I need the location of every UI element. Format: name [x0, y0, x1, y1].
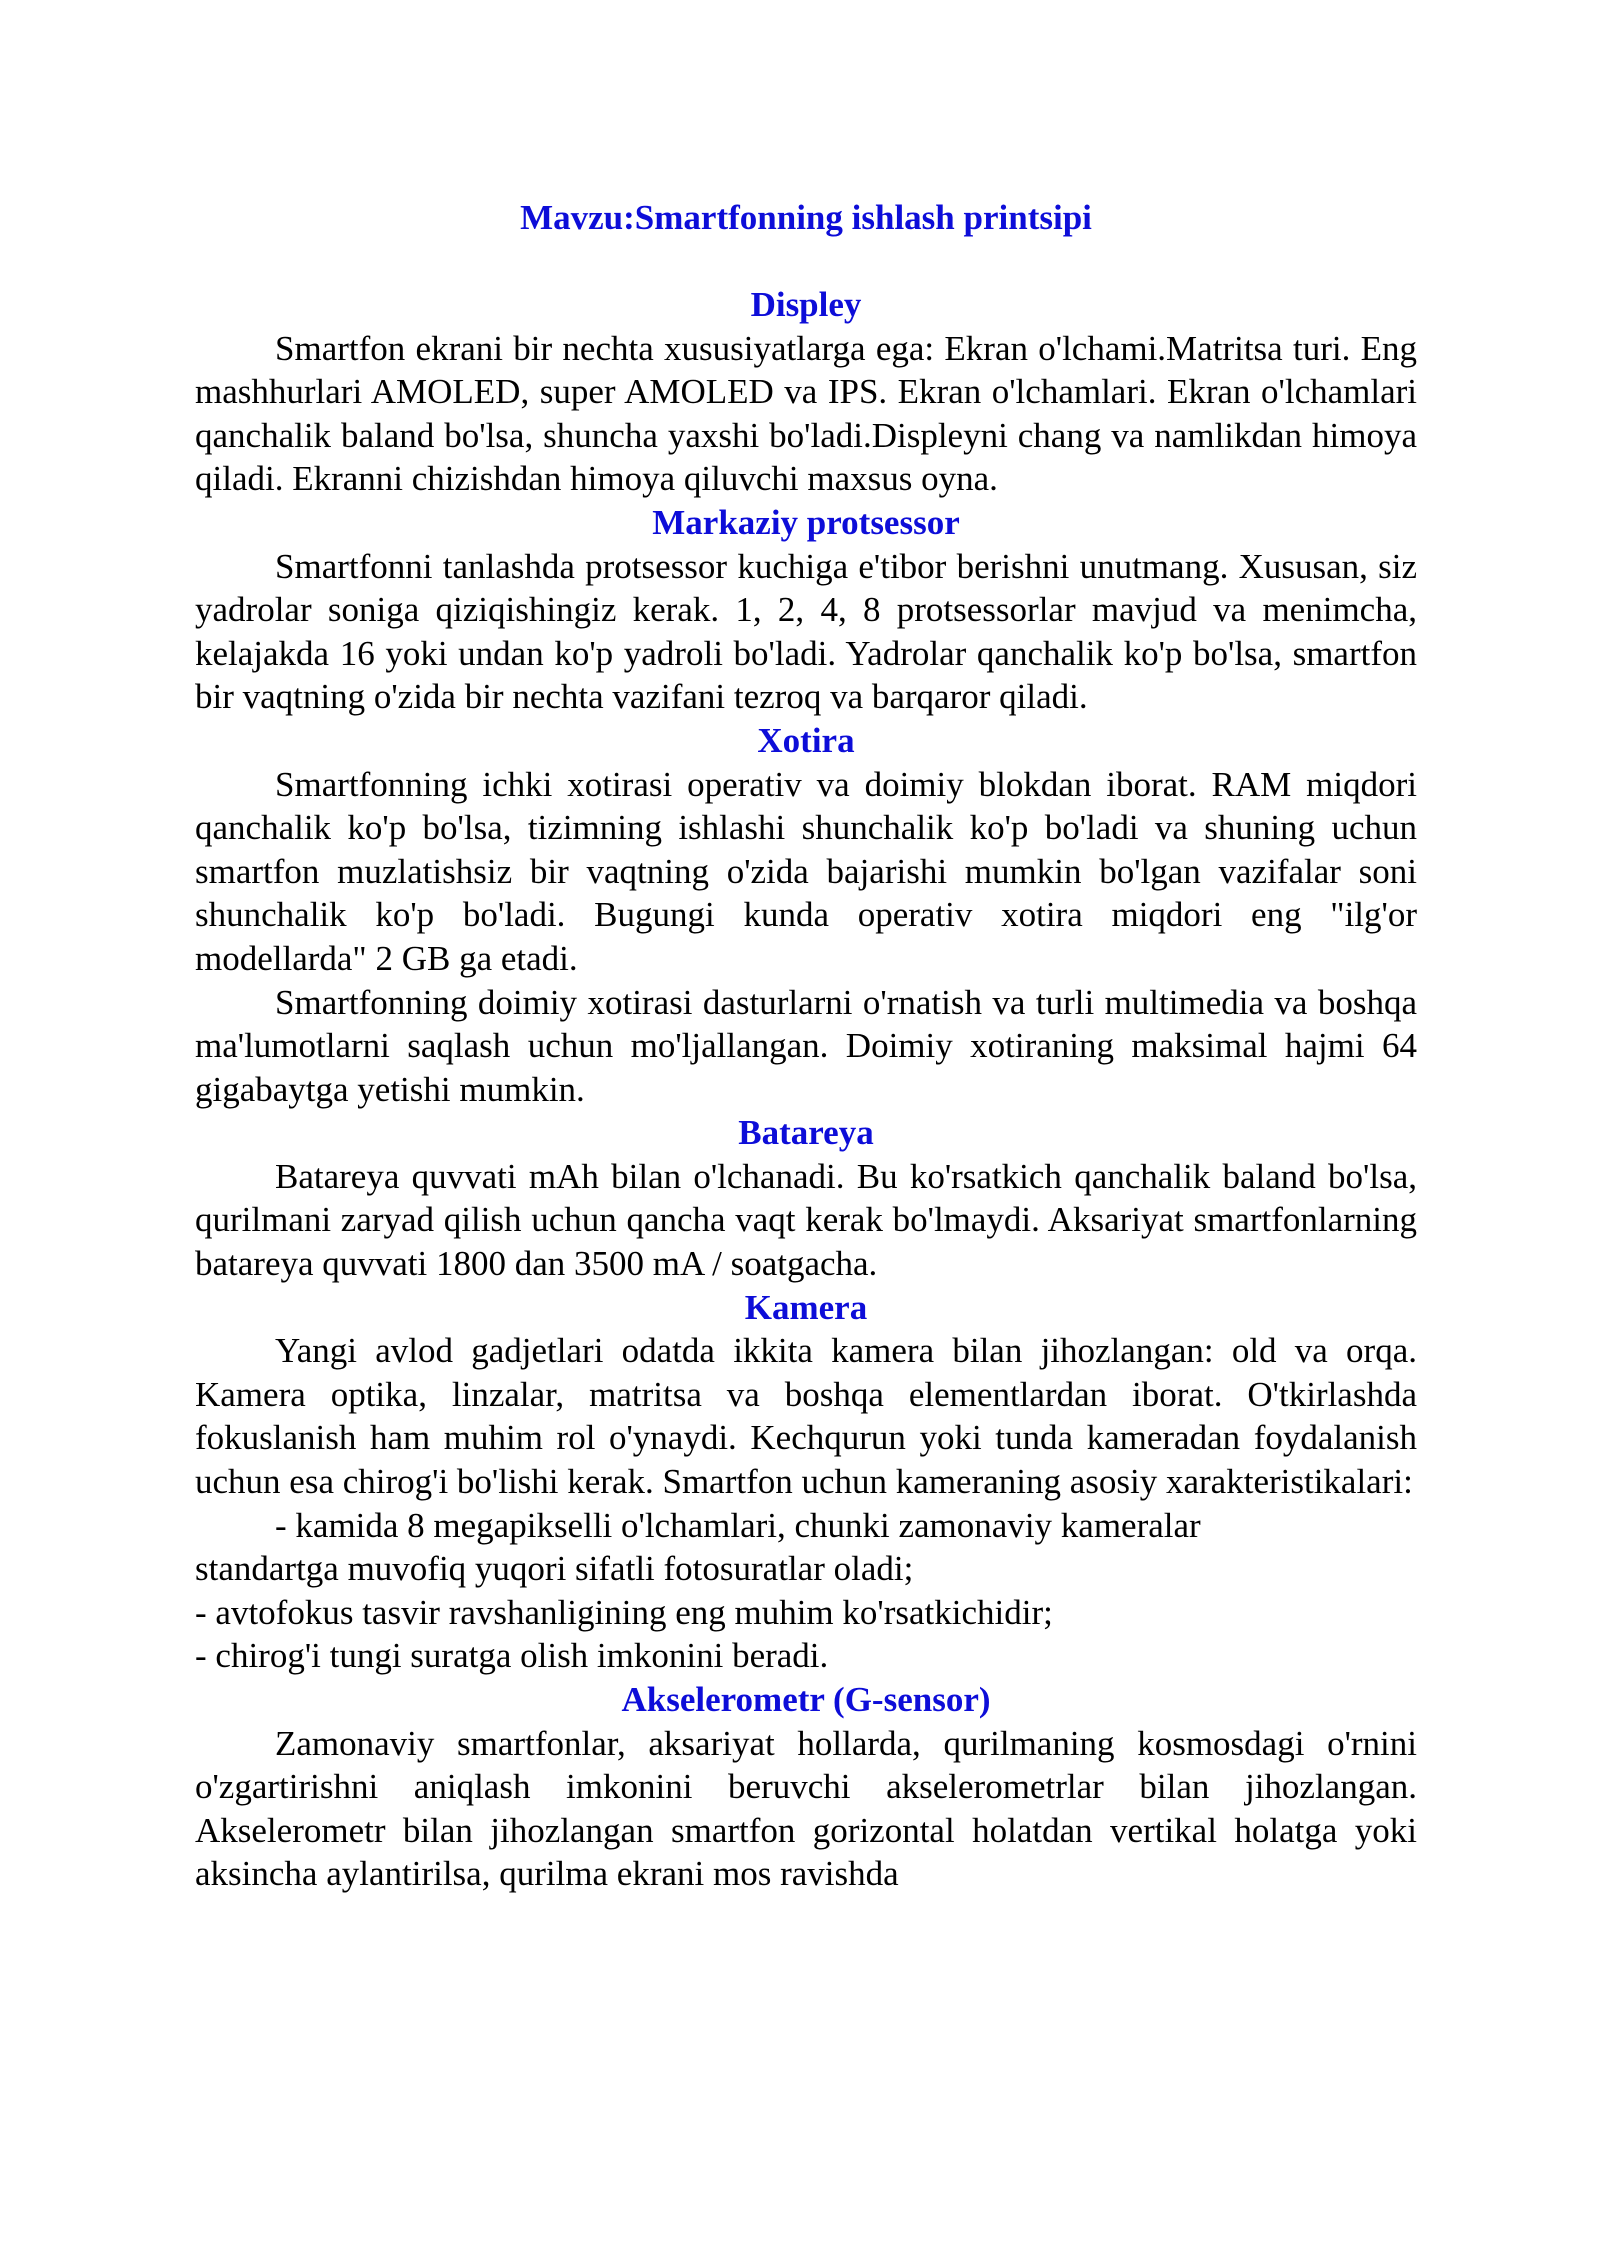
- list-item: - chirog'i tungi suratga olish imkonini beradi.: [195, 1636, 829, 1676]
- section-heading: Kamera: [744, 1287, 868, 1327]
- paragraph: Smartfon ekrani bir nechta xususiyatlarga ega: Ekran o'lchami.Matritsa turi. Eng mashhurlari AMOLED, super AMOLED va IPS. Ekran o'lchamlari. Ekran o'lchamlari qanchalik baland bo'lsa, shuncha yaxshi bo'ladi.Displeyni chang va namlikdan himoya qiladi. Ekranni chizishdan himoya qiluvchi maxsus oyna.: [195, 328, 1417, 499]
- section-batareya: [195, 1111, 1417, 1285]
- paragraph: Smartfonning ichki xotirasi operativ va doimiy blokdan iborat. RAM miqdori qanchalik ko'p bo'lsa, tizimning ishlashi shunchalik ko'p bo'ladi va shuning uchun smartfon muzlatishsiz bir vaqtning o'zida bajarishi mumkin bo'lgan vazifalar soni shunchalik ko'p bo'ladi. Bugungi kunda operativ xotira miqdori eng "ilg'or modellarda" 2 GB ga etadi.: [195, 764, 1417, 978]
- section-markaziy-protsessor: [195, 501, 1417, 719]
- document-title: Mavzu:Smartfonning ishlash printsipi: [520, 198, 1092, 237]
- paragraph: Yangi avlod gadjetlari odatda ikkita kamera bilan jihozlangan: old va orqa. Kamera optika, linzalar, matritsa va boshqa elementlardan iborat. O'tkirlashda fokuslanish ham muhim rol o'ynaydi. Kechqurun yoki tunda kameradan foydalanish uchun esa chirog'i bo'lishi kerak. Smartfon uchun kameraning asosiy xarakteristikalari:: [195, 1331, 1417, 1502]
- section-heading: Xotira: [757, 720, 855, 760]
- section-kamera: [195, 1286, 1417, 1678]
- paragraph: Batareya quvvati mAh bilan o'lchanadi. Bu ko'rsatkich qanchalik baland bo'lsa, qurilmani zaryad qilish uchun qancha vaqt kerak bo'lmaydi. Aksariyat smartfonlarning batareya quvvati 1800 dan 3500 mA / soatgacha.: [195, 1156, 1417, 1284]
- paragraph: Zamonaviy smartfonlar, aksariyat hollarda, qurilmaning kosmosdagi o'rnini o'zgartirishni aniqlash imkonini beruvchi akselerometrlar bilan jihozlangan. Akselerometr bilan jihozlangan smartfon gorizontal holatdan vertikal holatga yoki aksincha aylantirilsa, qurilma ekrani mos ravishda: [195, 1723, 1417, 1894]
- list-item-continuation: standartga muvofiq yuqori sifatli fotosuratlar oladi;: [195, 1549, 914, 1589]
- list-item: - avtofokus tasvir ravshanligining eng muhim ko'rsatkichidir;: [195, 1592, 1053, 1632]
- paragraph: Smartfonni tanlashda protsessor kuchiga e'tibor berishni unutmang. Xususan, siz yadrolar soniga qiziqishingiz kerak. 1, 2, 4, 8 protsessorlar mavjud va menimcha, kelajakda 16 yoki undan ko'p yadroli bo'ladi. Yadrolar qanchalik ko'p bo'lsa, smartfon bir vaqtning o'zida bir nechta vazifani tezroq va barqaror qiladi.: [195, 546, 1417, 717]
- section-heading: Batareya: [738, 1113, 874, 1153]
- section-xotira: [195, 719, 1417, 1111]
- section-heading: Displey: [750, 285, 862, 324]
- section-heading: Markaziy protsessor: [652, 502, 960, 542]
- section-displey: [195, 283, 1417, 501]
- list-item: - kamida 8 megapikselli o'lchamlari, chunki zamonaviy kameralar: [275, 1505, 1201, 1545]
- section-heading: Akselerometr (G-sensor): [621, 1680, 991, 1719]
- section-akselerometr: [195, 1678, 1417, 1896]
- paragraph: Smartfonning doimiy xotirasi dasturlarni o'rnatish va turli multimedia va boshqa ma'lumotlarni saqlash uchun mo'ljallangan. Doimiy xotiraning maksimal hajmi 64 gigabaytga yetishi mumkin.: [195, 982, 1417, 1109]
